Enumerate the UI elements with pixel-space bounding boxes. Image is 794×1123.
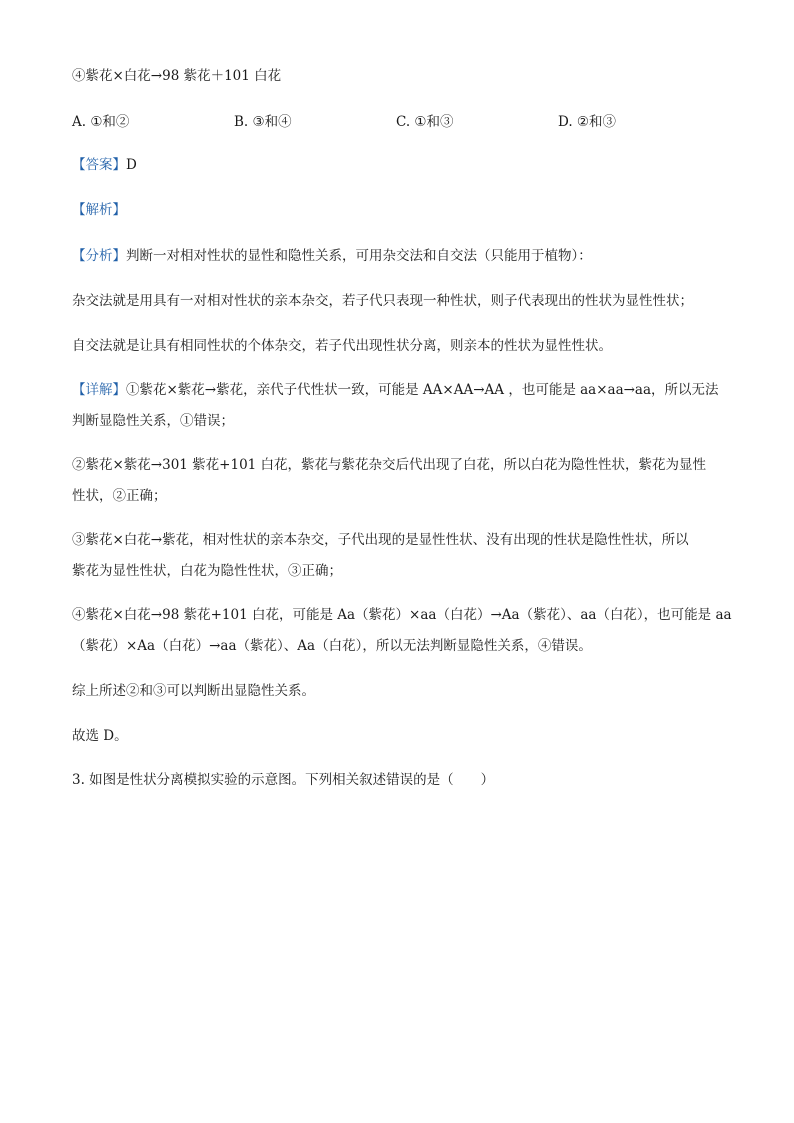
detail-line-1b: 判断显隐性关系，①错误；: [72, 413, 234, 429]
detail-line-3b: 紫花为显性性状，白花为隐性性状，③正确；: [72, 563, 342, 579]
answer-line: [72, 155, 137, 175]
detail-1a-text: ①紫花×紫花→紫花，亲代子代性状一致，可能是 AA×AA→AA ，也可能是 aa×aa→aa，所以无法: [126, 382, 719, 398]
detail-line-4a: ④紫花×白花→98 紫花+101 白花，可能是 Aa（紫花）×aa（白花）→Aa（紫花）、aa（白花），也可能是 aa: [72, 607, 732, 623]
option-b: B. ③和④: [234, 114, 292, 130]
detail-line-1a: [72, 380, 719, 400]
fenxi-line: [72, 246, 592, 266]
question-3: 3. 如图是性状分离模拟实验的示意图。下列相关叙述错误的是（ ）: [72, 772, 495, 788]
detail-line-2b: 性状，②正确；: [72, 488, 167, 504]
analysis-heading: [72, 200, 126, 220]
option-c: C. ①和③: [396, 114, 454, 130]
answer-tag: 【答案】: [72, 157, 126, 173]
detail-line-2a: ②紫花×紫花→301 紫花+101 白花，紫花与紫花杂交后代出现了白花，所以白花为隐性性状，紫花为显性: [72, 457, 707, 473]
hybrid-method-line: 杂交法就是用具有一对相对性状的亲本杂交，若子代只表现一种性状，则子代表现出的性状为显性性状；: [72, 293, 693, 309]
option-a: A. ①和②: [72, 114, 130, 130]
fenxi-tag: 【分析】: [72, 248, 126, 264]
fenxi-text: 判断一对相对性状的显性和隐性关系，可用杂交法和自交法（只能用于植物）：: [126, 248, 592, 264]
self-method-line: 自交法就是让具有相同性状的个体杂交，若子代出现性状分离，则亲本的性状为显性性状。: [72, 338, 612, 354]
summary-line: 综上所述②和③可以判断出显隐性关系。: [72, 683, 315, 699]
detail-line-4b: （紫花）×Aa（白花）→aa（紫花）、Aa（白花），所以无法判断显隐性关系，④错误。: [72, 638, 592, 654]
detail-line-3a: ③紫花×白花→紫花，相对性状的亲本杂交，子代出现的是显性性状、没有出现的性状是隐性性状，所以: [72, 532, 689, 548]
answer-value: D: [126, 157, 137, 173]
choose-line: 故选 D。: [72, 728, 128, 744]
cross-4-line: ④紫花×白花→98 紫花＋101 白花: [72, 68, 282, 84]
detail-tag: 【详解】: [72, 382, 126, 398]
analysis-tag: 【解析】: [72, 202, 126, 218]
option-d: D. ②和③: [558, 114, 617, 130]
